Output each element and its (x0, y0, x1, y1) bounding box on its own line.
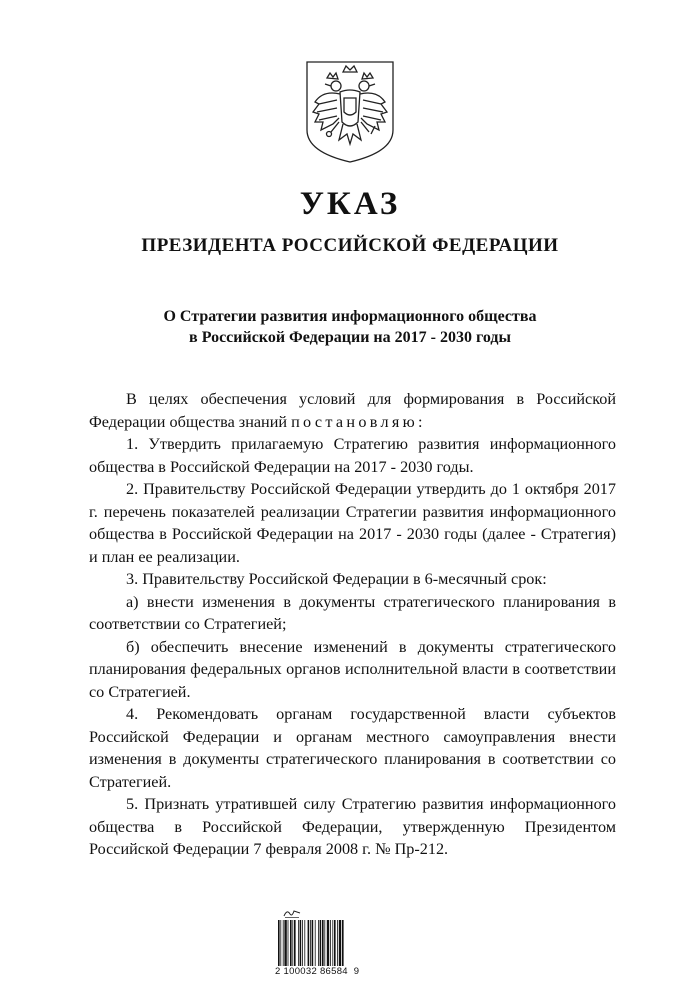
document-subtitle: ПРЕЗИДЕНТА РОССИЙСКОЙ ФЕДЕРАЦИИ (141, 235, 559, 256)
intro-colon: : (417, 412, 423, 431)
intro-text: В целях обеспечения условий для формирования в Российской Федерации общества знаний (89, 390, 616, 431)
paragraph-3b: б) обеспечить внесение изменений в документы стратегического планирования федеральных органов исполнительной власти в соответствии со Стратегией. (89, 637, 616, 701)
paragraph-5: 5. Признать утратившей силу Стратегию развития информационного общества в Российской Федерации, утвержденную Президентом Российской Федерации 7 февраля 2008 г. № Пр-212. (89, 795, 616, 858)
document-heading (60, 306, 640, 348)
barcode-number: 2 100032 86584 9 (275, 966, 360, 977)
paragraph-3a: а) внести изменения в документы стратегического планирования в соответствии со Стратегией; (89, 592, 616, 633)
heading-line-2: в Российской Федерации на 2017 - 2030 годы (189, 329, 511, 346)
paragraph-2: 2. Правительству Российской Федерации утвердить до 1 октября 2017 г. перечень показателей реализации Стратегии развития информационного общества в Российской Федерации на 2017 - 2030 годы (далее - Стратегия) и план ее реализации. (89, 480, 616, 566)
paragraph-3: 3. Правительству Российской Федерации в 6-месячный срок: (126, 570, 547, 588)
intro-keyword: постановляю (291, 412, 418, 431)
intro-paragraph (89, 388, 616, 433)
document-title: УКАЗ (299, 186, 401, 222)
paragraph-4: 4. Рекомендовать органам государственной власти субъектов Российской Федерации и органам местного самоуправления внести изменения в документы стратегического планирования в соответствии со Стратегией. (89, 705, 616, 791)
barcode-block (275, 908, 365, 980)
barcode-icon (277, 920, 363, 966)
decree-body (89, 388, 616, 861)
heading-line-1: О Стратегии развития информационного общества (163, 308, 537, 325)
signature-mark-icon (283, 908, 301, 918)
paragraph-1: 1. Утвердить прилагаемую Стратегию развития информационного общества в Российской Федерации на 2017 - 2030 годы. (89, 435, 616, 476)
coat-of-arms-icon (303, 60, 397, 164)
